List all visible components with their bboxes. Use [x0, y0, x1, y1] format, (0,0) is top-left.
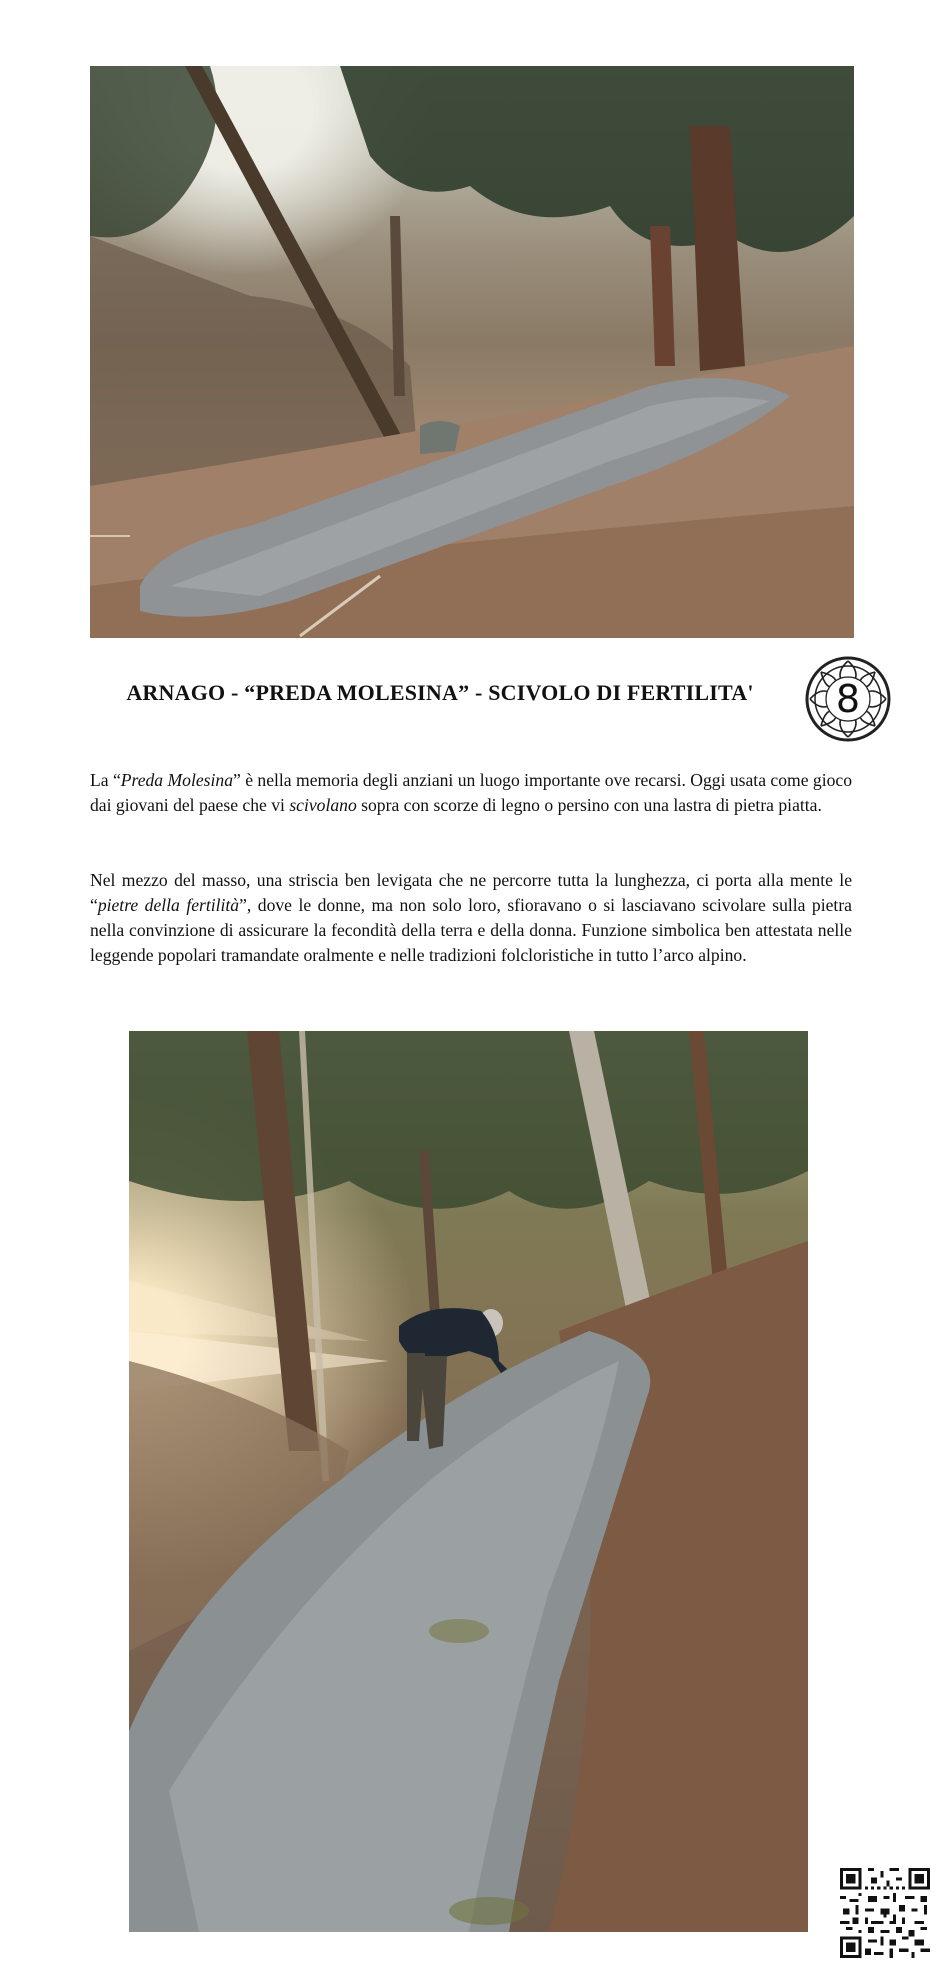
- para1-italic-preda-molesina: Preda Molesina: [120, 770, 233, 790]
- number-badge: [804, 655, 892, 743]
- para2-text-1: Nel mezzo del masso, una striscia ben levigata che ne percorre tutta la lunghezza, ci porta alla mente le “: [90, 870, 852, 915]
- para1-italic-scivolano: scivolano: [289, 795, 357, 815]
- para1-text-3: sopra con scorze di legno o persino con una lastra di pietra piatta.: [356, 795, 822, 815]
- paragraph-intro: [90, 768, 852, 818]
- photo-man-touching-rock-illustration: [129, 1031, 808, 1932]
- badge-number: 8: [835, 677, 861, 721]
- para2-italic-pietre-fertilita: pietre della fertilità: [97, 895, 240, 915]
- para1-text-1: La “: [90, 770, 121, 790]
- qr-code[interactable]: [840, 1868, 930, 1958]
- para2-text-2: ”, dove le donne, ma non solo loro, sfioravano o si lasciavano scivolare sulla pietra nella convinzione di assicurare la fecondità della terra e della donna. Funzione simbolica ben attestata nelle leggende popolari tramandate oralmente e nelle tradizioni folcloristiche in tutto l’arco alpino.: [90, 895, 852, 965]
- photo-man-touching-rock: [129, 1031, 808, 1932]
- qr-code-icon: [840, 1868, 930, 1958]
- photo-rock-slab-forest: [90, 66, 854, 638]
- paragraph-fertility: [90, 868, 852, 968]
- photo-rock-slab-forest-illustration: [90, 66, 854, 638]
- para1-text-2: ” è nella memoria degli anziani un luogo importante ove recarsi. Oggi usata come gioco dai giovani del paese che vi: [90, 770, 852, 815]
- page-title: ARNAGO - “PREDA MOLESINA” - SCIVOLO DI FERTILITA': [126, 680, 754, 705]
